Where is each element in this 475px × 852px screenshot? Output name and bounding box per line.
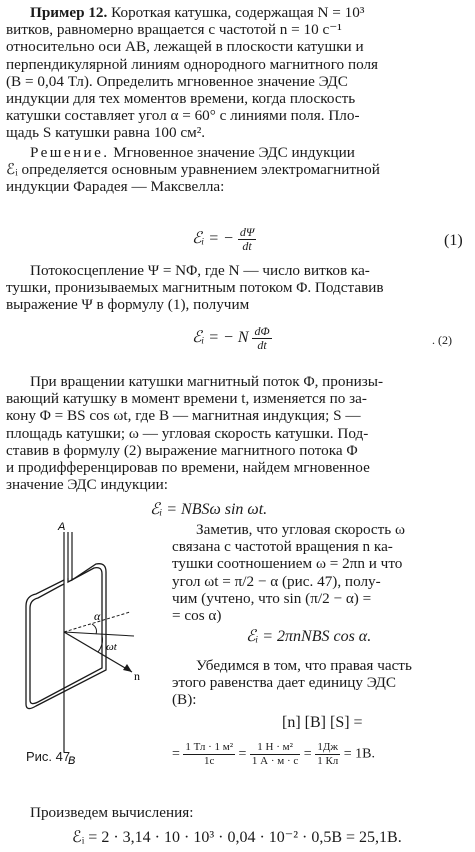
coil-left-side bbox=[30, 584, 64, 700]
denominator: 1 А · м · с bbox=[251, 755, 299, 767]
equation-1 bbox=[192, 226, 256, 253]
paragraph-line: вающий катушку в момент времени t, изменяется по за- bbox=[6, 390, 367, 408]
paragraph-line: ставив в формулу (2) выражение магнитного потока Φ bbox=[6, 441, 358, 459]
paragraph-rotation bbox=[6, 373, 468, 493]
equation-result: = 1В. bbox=[343, 746, 375, 762]
label-omega-t: ωt bbox=[106, 641, 117, 653]
problem-line: Короткая катушка, содержащая N = 10³ bbox=[107, 4, 365, 21]
problem-line: щадь S катушки равна 100 см². bbox=[6, 124, 206, 142]
paragraph-line: тушки, пронизываемых магнитным потоком Φ. Подставив bbox=[6, 279, 384, 297]
paragraph-line: (В): bbox=[172, 691, 197, 709]
label-alpha: α bbox=[94, 609, 101, 623]
label-A: A bbox=[58, 521, 66, 533]
equation-4: ℰᵢ = 2πnNBS cos α. bbox=[246, 628, 372, 645]
reference-line bbox=[64, 632, 134, 636]
equation-lhs: ℰᵢ = − N bbox=[192, 329, 249, 347]
solution-intro bbox=[6, 144, 468, 196]
denominator: 1с bbox=[183, 754, 235, 768]
coil-left-side-outer bbox=[26, 580, 64, 704]
calculation-label-block bbox=[6, 804, 468, 821]
denominator: 1 Кл bbox=[317, 755, 339, 767]
paragraph-units bbox=[172, 657, 468, 709]
paragraph-line: угол ωt = π/2 − α (рис. 47), полу- bbox=[172, 572, 381, 590]
paragraph-line: этого равенства дает единицу ЭДС bbox=[172, 674, 397, 692]
equals-sign: = bbox=[172, 746, 180, 762]
solution-line: Мгновенное значение ЭДС индукции bbox=[109, 144, 355, 161]
paragraph-flux-linkage bbox=[6, 262, 468, 314]
paragraph-line: Заметив, что угловая скорость ω bbox=[196, 521, 406, 538]
paragraph-line: Убедимся в том, что правая часть bbox=[196, 657, 412, 674]
paragraph-line: кону Φ = BS cos ωt, где B — магнитная индукция; S — bbox=[6, 407, 361, 425]
equation-3: ℰᵢ = NBSω sin ωt. bbox=[150, 501, 268, 518]
problem-line: перпендикулярной линиям однородного магнитного поля bbox=[6, 55, 379, 73]
solution-line: индукции Фарадея — Максвелла: bbox=[6, 178, 225, 196]
paragraph-line: площадь катушки; ω — угловая скорость катушки. Под- bbox=[6, 424, 369, 442]
fraction bbox=[250, 741, 300, 768]
numerator: dΦ bbox=[254, 324, 270, 338]
equation-lhs: ℰᵢ = − bbox=[192, 230, 234, 248]
paragraph-line: и продифференцировав по времени, найдем мгновенное bbox=[6, 459, 370, 477]
denominator: dt bbox=[252, 338, 271, 352]
figure-caption: Рис. 47 bbox=[26, 749, 71, 764]
fraction bbox=[238, 226, 256, 253]
paragraph-line: значение ЭДС индукции: bbox=[6, 476, 169, 494]
problem-line: витков, равномерно вращается с частотой n = 10 с⁻¹ bbox=[6, 21, 342, 39]
numerator: 1Дж bbox=[317, 741, 339, 753]
fraction bbox=[315, 741, 340, 768]
equation-2-tag: . (2) bbox=[432, 333, 452, 347]
problem-statement bbox=[6, 4, 468, 142]
paragraph-line: Потокосцепление Ψ = NΦ, где N — число витков ка- bbox=[30, 262, 370, 279]
paragraph-line: = cos α) bbox=[172, 607, 222, 625]
solution-line: ℰᵢ определяется основным уравнением электромагнитной bbox=[6, 161, 380, 179]
problem-line: катушки составляет угол α = 60° с линиями поля. Пло- bbox=[6, 107, 360, 125]
coil-top-right-outer bbox=[72, 564, 106, 654]
normal-arrowhead bbox=[123, 664, 132, 672]
paragraph-line: тушки соотношением ω = 2πn и что bbox=[172, 555, 403, 573]
numerator: dΨ bbox=[239, 225, 255, 239]
paragraph-line: выражение Ψ в формулу (1), получим bbox=[6, 296, 250, 314]
calculation-label: Произведем вычисления: bbox=[30, 804, 194, 821]
paragraph-line: При вращении катушки магнитный поток Φ, пронизы- bbox=[30, 373, 384, 390]
problem-line: (B = 0,04 Тл). Определить мгновенное значение ЭДС bbox=[6, 72, 348, 90]
label-n: n bbox=[134, 669, 140, 683]
alpha-arc bbox=[92, 624, 97, 634]
paragraph-angle bbox=[172, 521, 468, 624]
equation-1-tag: (1) bbox=[444, 232, 463, 249]
problem-line: относительно оси AB, лежащей в плоскости катушки и bbox=[6, 38, 364, 56]
paragraph-line: связана с частотой вращения n ка- bbox=[172, 538, 393, 556]
numerator: 1 Тл · 1 м² bbox=[185, 741, 233, 753]
coil-bottom-outer bbox=[26, 654, 106, 709]
equation-5 bbox=[172, 741, 375, 768]
fraction bbox=[183, 741, 235, 768]
problem-label: Пример 12. bbox=[30, 4, 108, 21]
equals-sign: = bbox=[238, 746, 247, 762]
problem-line: индукции для тех моментов времени, когда плоскость bbox=[6, 90, 356, 108]
denominator: dt bbox=[238, 239, 256, 253]
equation-2 bbox=[192, 325, 272, 352]
equation-6: ℰᵢ = 2 · 3,14 · 10 · 10³ · 0,04 · 10⁻² · 0,5В = 25,1В. bbox=[72, 829, 402, 846]
equals-sign: = bbox=[303, 746, 312, 762]
numerator: 1 Н · м² bbox=[257, 741, 293, 753]
paragraph-line: чим (учтено, что sin (π/2 − α) = bbox=[172, 589, 372, 607]
figure-47-coil-diagram bbox=[2, 520, 162, 765]
label-B: B bbox=[68, 755, 76, 765]
equation-5-top: [n] [B] [S] = bbox=[282, 714, 363, 731]
solution-label: Решение. bbox=[30, 144, 110, 161]
fraction bbox=[252, 325, 271, 352]
